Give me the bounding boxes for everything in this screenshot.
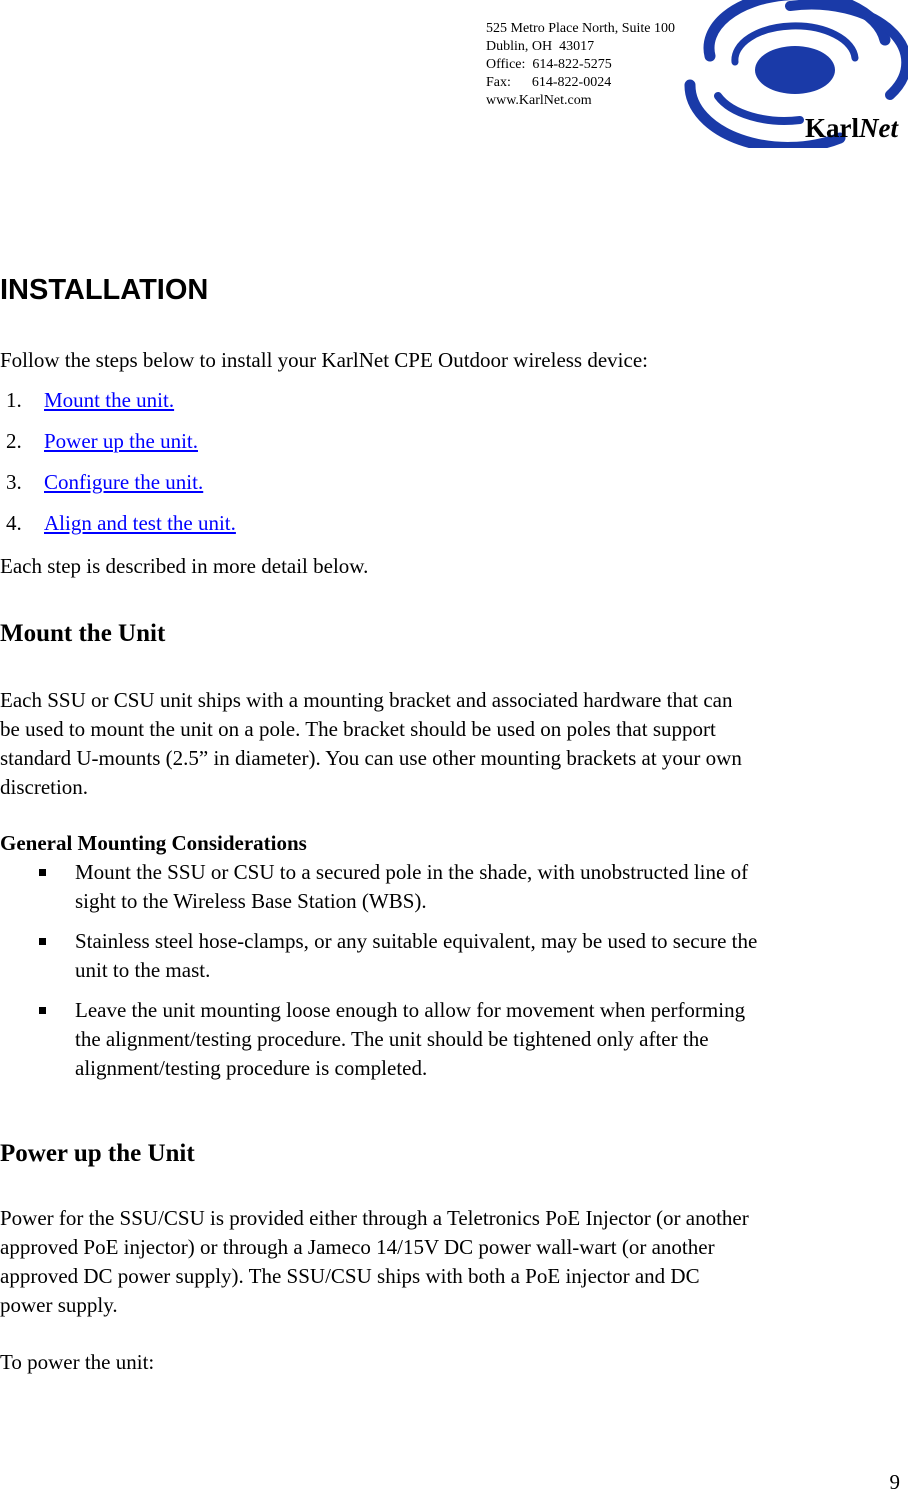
page-number: 9 <box>889 1470 900 1494</box>
paragraph-line: approved PoE injector) or through a Jameco 14/15V DC power wall-wart (or another <box>0 1235 715 1259</box>
bullet-line: unit to the mast. <box>75 958 211 982</box>
bullet-line: the alignment/testing procedure. The unit should be tightened only after the <box>75 1027 709 1051</box>
mount-paragraph <box>0 686 905 802</box>
logo-text-bold: Karl <box>805 113 859 143</box>
website-text: www.KarlNet.com <box>486 93 592 108</box>
address-line: Dublin, OH 43017 <box>486 39 595 54</box>
power-paragraph <box>0 1204 905 1320</box>
paragraph-line: approved DC power supply). The SSU/CSU ships with both a PoE injector and DC <box>0 1264 700 1288</box>
paragraph-line: standard U-mounts (2.5” in diameter). You can use other mounting brackets at your own <box>0 746 742 770</box>
list-item <box>0 996 905 1083</box>
step-number: 3. <box>6 470 22 494</box>
bullet-line: alignment/testing procedure is completed. <box>75 1056 428 1080</box>
mounting-considerations-heading: General Mounting Considerations <box>0 831 307 855</box>
paragraph-line: Each SSU or CSU unit ships with a mounting bracket and associated hardware that can <box>0 688 733 712</box>
step-number: 4. <box>6 511 22 535</box>
bullet-square-icon <box>39 938 46 945</box>
bullet-line: Leave the unit mounting loose enough to allow for movement when performing <box>75 998 746 1022</box>
paragraph-line: discretion. <box>0 775 89 799</box>
considerations-list <box>0 858 905 1094</box>
bullet-line: Mount the SSU or CSU to a secured pole in the shade, with unobstructed line of <box>75 860 749 884</box>
page-title: INSTALLATION <box>0 274 209 306</box>
bullet-square-icon <box>39 869 46 876</box>
company-address <box>486 20 675 110</box>
list-item <box>0 858 905 916</box>
step-number: 1. <box>6 388 22 412</box>
step-link-configure[interactable]: Configure the unit. <box>44 470 204 494</box>
step-link-mount[interactable]: Mount the unit. <box>44 388 175 412</box>
step-number: 2. <box>6 429 22 453</box>
logo-text-italic: Net <box>859 113 898 143</box>
paragraph-line: be used to mount the unit on a pole. The bracket should be used on poles that support <box>0 717 716 741</box>
mount-heading: Mount the Unit <box>0 620 166 647</box>
power-heading: Power up the Unit <box>0 1140 195 1167</box>
bullet-line: Stainless steel hose-clamps, or any suitable equivalent, may be used to secure the <box>75 929 758 953</box>
bullet-square-icon <box>39 1007 46 1014</box>
address-line: Fax: 614-822-0024 <box>486 75 612 90</box>
to-power-text: To power the unit: <box>0 1350 155 1374</box>
bullet-line: sight to the Wireless Base Station (WBS). <box>75 889 427 913</box>
svg-text:KarlNet <box>805 113 899 143</box>
karlnet-logo <box>680 0 908 148</box>
address-line: Office: 614-822-5275 <box>486 57 612 72</box>
paragraph-line: Power for the SSU/CSU is provided either through a Teletronics PoE Injector (or another <box>0 1206 749 1230</box>
list-item <box>0 927 905 985</box>
step-link-align[interactable]: Align and test the unit. <box>44 511 236 535</box>
intro-text: Follow the steps below to install your KarlNet CPE Outdoor wireless device: <box>0 348 648 372</box>
paragraph-line: power supply. <box>0 1293 118 1317</box>
after-steps-text: Each step is described in more detail below. <box>0 554 369 578</box>
step-link-power[interactable]: Power up the unit. <box>44 429 198 453</box>
address-line: 525 Metro Place North, Suite 100 <box>486 21 675 36</box>
